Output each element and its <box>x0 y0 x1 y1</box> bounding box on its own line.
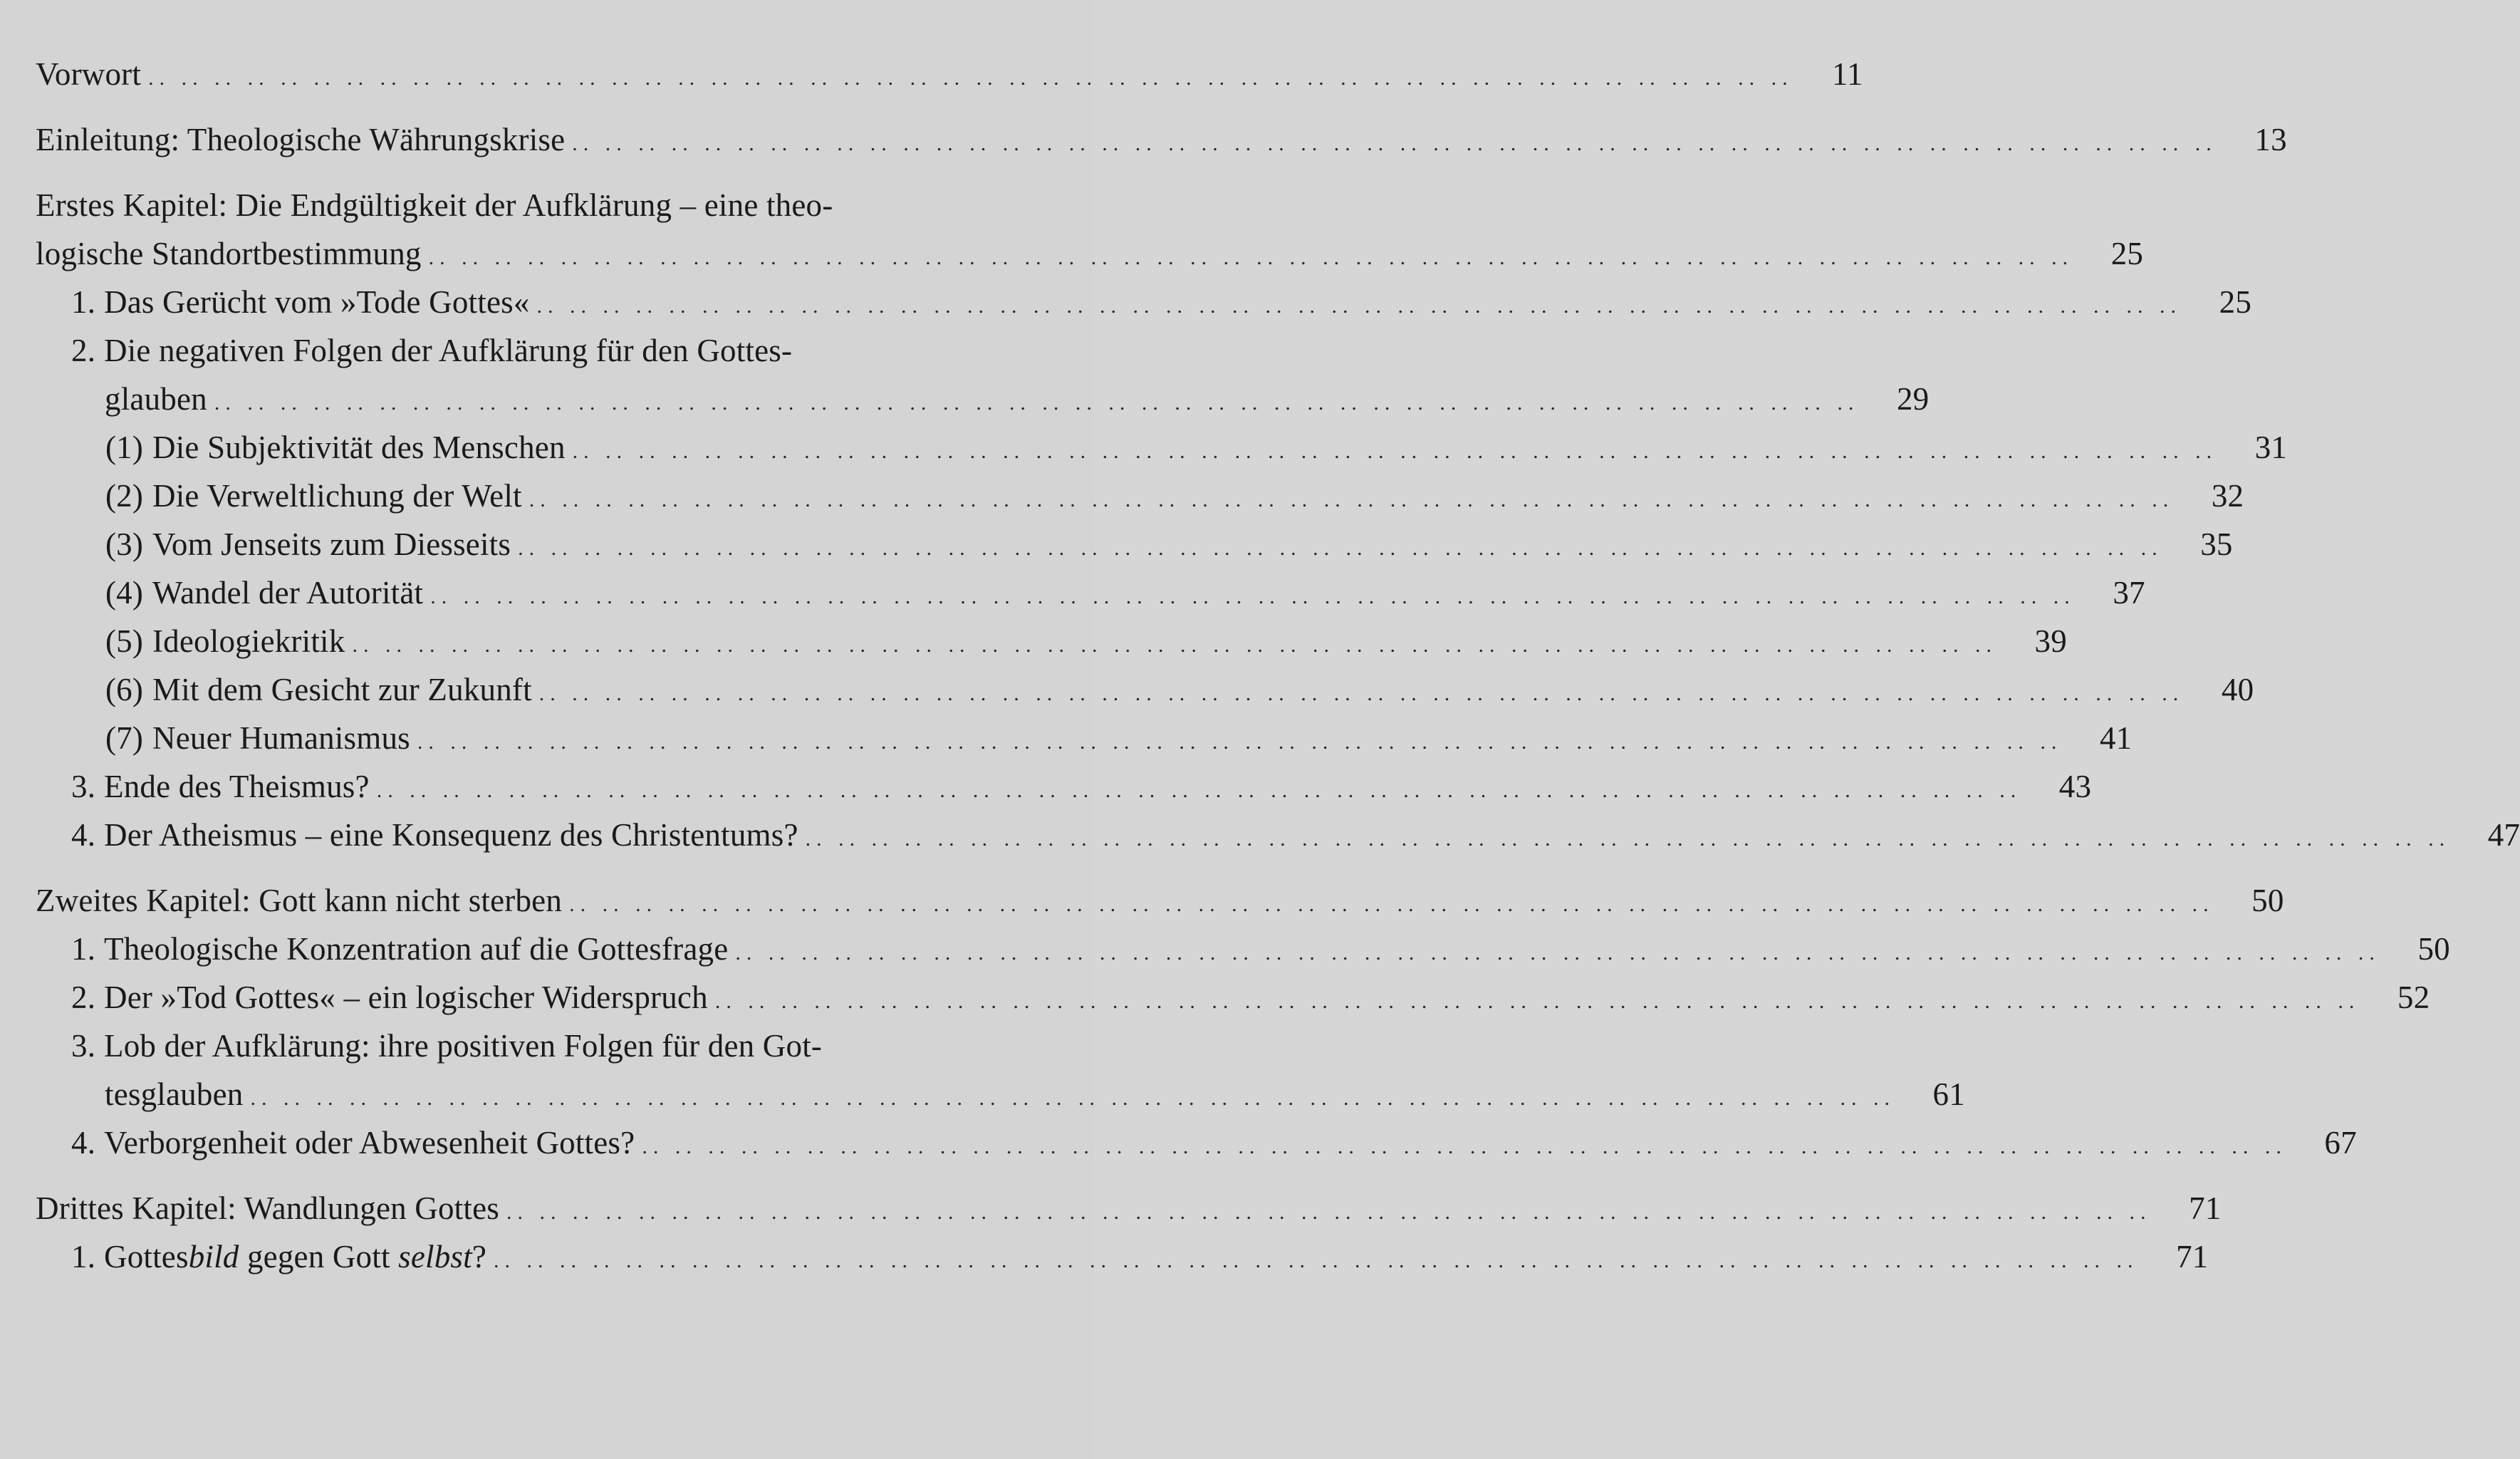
entry-title: Erstes Kapitel: Die Endgültigkeit der Aufklärung – eine theo- <box>36 187 833 223</box>
section-number: 3. <box>71 1028 96 1064</box>
entry-title: Der Atheismus – eine Konsequenz des Christentums? <box>104 817 798 853</box>
section-number: 1. <box>71 284 96 320</box>
page-number: 37 <box>2113 575 2145 611</box>
toc-entry-k1-s2-sub6[interactable] <box>36 665 2254 714</box>
entry-title: Drittes Kapitel: Wandlungen Gottes <box>36 1190 499 1226</box>
toc-entry-k2-s4[interactable] <box>36 1118 2357 1167</box>
page-number: 71 <box>2189 1190 2222 1226</box>
section-number: 2. <box>71 333 96 368</box>
page-number: 35 <box>2200 526 2233 562</box>
toc-entry-k1-s4[interactable] <box>36 811 2520 859</box>
entry-title: Der »Tod Gottes« – ein logischer Widerspruch <box>104 980 708 1015</box>
dot-leader: .. .. .. .. .. .. .. .. .. .. .. .. .. .. .. .. .. .. .. .. .. .. .. .. .. .. .. .. .. .. .. .. .. .. .. .. .. .. .. .. .. .. .. .. .. .. .. .. .. .. <box>352 633 1997 657</box>
dot-leader: .. .. .. .. .. .. .. .. .. .. .. .. .. .. .. .. .. .. .. .. .. .. .. .. .. .. .. .. .. .. .. .. .. .. .. .. .. .. .. .. .. .. .. .. .. .. .. .. .. .. <box>428 246 2074 269</box>
dot-leader: .. .. .. .. .. .. .. .. .. .. .. .. .. .. .. .. .. .. .. .. .. .. .. .. .. .. .. .. .. .. .. .. .. .. .. .. .. .. .. .. .. .. .. .. .. .. .. .. .. .. <box>714 990 2360 1013</box>
entry-title-continued: glauben <box>105 381 207 417</box>
section-number: 3. <box>71 769 96 804</box>
dot-leader: .. .. .. .. .. .. .. .. .. .. .. .. .. .. .. .. .. .. .. .. .. .. .. .. .. .. .. .. .. .. .. .. .. .. .. .. .. .. .. .. .. .. .. .. .. .. .. .. .. .. <box>735 941 2380 965</box>
entry-title: Die Verweltlichung der Welt <box>152 478 522 514</box>
dot-leader: .. .. .. .. .. .. .. .. .. .. .. .. .. .. .. .. .. .. .. .. .. .. .. .. .. .. .. .. .. .. .. .. .. .. .. .. .. .. .. .. .. .. .. .. .. .. .. .. .. .. <box>805 827 2451 851</box>
page-number: 71 <box>2176 1239 2209 1274</box>
subsection-number: (6) <box>105 672 144 707</box>
subsection-number: (2) <box>105 478 144 514</box>
dot-leader: .. .. .. .. .. .. .. .. .. .. .. .. .. .. .. .. .. .. .. .. .. .. .. .. .. .. .. .. .. .. .. .. .. .. .. .. .. .. .. .. .. .. .. .. .. .. .. .. .. .. <box>572 132 2217 155</box>
toc-entry-k1-s3[interactable] <box>36 762 2092 811</box>
subsection-number: (7) <box>105 720 144 756</box>
entry-title: Das Gerücht vom »Tode Gottes« <box>104 284 530 320</box>
section-number: 2. <box>71 980 96 1015</box>
page-number: 31 <box>2254 430 2288 465</box>
dot-leader: .. .. .. .. .. .. .. .. .. .. .. .. .. .. .. .. .. .. .. .. .. .. .. .. .. .. .. .. .. .. .. .. .. .. .. .. .. .. .. .. .. .. .. .. .. .. .. .. .. .. <box>642 1135 2287 1158</box>
section-number: 4. <box>71 817 96 853</box>
entry-title: Theologische Konzentration auf die Gottesfrage <box>104 931 729 967</box>
dot-leader: .. .. .. .. .. .. .. .. .. .. .. .. .. .. .. .. .. .. .. .. .. .. .. .. .. .. .. .. .. .. .. .. .. .. .. .. .. .. .. .. .. .. .. .. .. .. .. .. .. .. <box>572 440 2218 463</box>
toc-entry-vorwort[interactable] <box>36 50 1863 98</box>
section-number: 1. <box>71 1239 96 1274</box>
dot-leader: .. .. .. .. .. .. .. .. .. .. .. .. .. .. .. .. .. .. .. .. .. .. .. .. .. .. .. .. .. .. .. .. .. .. .. .. .. .. .. .. .. .. .. .. .. .. .. .. .. .. <box>148 66 1793 90</box>
entry-title: Zweites Kapitel: Gott kann nicht sterben <box>36 883 563 918</box>
title-italic: selbst <box>398 1239 472 1274</box>
dot-leader: .. .. .. .. .. .. .. .. .. .. .. .. .. .. .. .. .. .. .. .. .. .. .. .. .. .. .. .. .. .. .. .. .. .. .. .. .. .. .. .. .. .. .. .. .. .. .. .. .. .. <box>430 585 2076 608</box>
page-number: 13 <box>2254 122 2287 157</box>
dot-leader: .. .. .. .. .. .. .. .. .. .. .. .. .. .. .. .. .. .. .. .. .. .. .. .. .. .. .. .. .. .. .. .. .. .. .. .. .. .. .. .. .. .. .. .. .. .. .. .. .. .. <box>529 488 2175 512</box>
entry-title: Die negativen Folgen der Aufklärung für den Gottes- <box>104 333 793 368</box>
page-number: 52 <box>2397 980 2430 1015</box>
toc-entry-k1-s2-sub2[interactable] <box>36 472 2244 520</box>
entry-title <box>104 1232 486 1281</box>
toc-entry-k2-s3-line2[interactable] <box>36 1070 1965 1118</box>
toc-entry-k2-s3-line1[interactable] <box>36 1022 1058 1070</box>
entry-title-continued: logische Standortbestimmung <box>36 236 422 271</box>
entry-title: Ideologiekritik <box>152 623 345 659</box>
toc-entry-k1-s2-line1[interactable] <box>36 326 1058 375</box>
page-number: 43 <box>2058 769 2092 804</box>
dot-leader: .. .. .. .. .. .. .. .. .. .. .. .. .. .. .. .. .. .. .. .. .. .. .. .. .. .. .. .. .. .. .. .. .. .. .. .. .. .. .. .. .. .. .. .. .. .. .. .. .. .. <box>569 893 2214 916</box>
toc-entry-kapitel1-line1[interactable] <box>36 181 1058 229</box>
page-number: 50 <box>2417 931 2450 967</box>
toc-entry-kapitel3[interactable] <box>36 1184 2222 1232</box>
entry-title: Neuer Humanismus <box>152 720 410 756</box>
toc-entry-k1-s2-sub4[interactable] <box>36 568 2145 617</box>
toc-entry-k3-s1[interactable] <box>36 1232 2209 1281</box>
subsection-number: (1) <box>105 430 144 465</box>
entry-title: Vom Jenseits zum Diesseits <box>152 526 511 562</box>
entry-title-continued: tesglauben <box>105 1076 244 1112</box>
subsection-number: (4) <box>105 575 144 611</box>
dot-leader: .. .. .. .. .. .. .. .. .. .. .. .. .. .. .. .. .. .. .. .. .. .. .. .. .. .. .. .. .. .. .. .. .. .. .. .. .. .. .. .. .. .. .. .. .. .. .. .. .. .. <box>518 536 2163 560</box>
dot-leader: .. .. .. .. .. .. .. .. .. .. .. .. .. .. .. .. .. .. .. .. .. .. .. .. .. .. .. .. .. .. .. .. .. .. .. .. .. .. .. .. .. .. .. .. .. .. .. .. .. .. <box>214 391 1860 415</box>
entry-title: Einleitung: Theologische Währungskrise <box>36 122 566 157</box>
entry-title: Die Subjektivität des Menschen <box>152 430 566 465</box>
dot-leader: .. .. .. .. .. .. .. .. .. .. .. .. .. .. .. .. .. .. .. .. .. .. .. .. .. .. .. .. .. .. .. .. .. .. .. .. .. .. .. .. .. .. .. .. .. .. .. .. .. .. <box>250 1086 1895 1110</box>
dot-leader: .. .. .. .. .. .. .. .. .. .. .. .. .. .. .. .. .. .. .. .. .. .. .. .. .. .. .. .. .. .. .. .. .. .. .. .. .. .. .. .. .. .. .. .. .. .. .. .. .. .. <box>376 779 2022 802</box>
page-number: 29 <box>1896 381 1930 417</box>
entry-title: Lob der Aufklärung: ihre positiven Folgen für den Got- <box>104 1028 823 1064</box>
toc-entry-k1-s2-sub5[interactable] <box>36 617 2067 665</box>
page-number: 41 <box>2099 720 2133 756</box>
subsection-number: (3) <box>105 526 144 562</box>
section-number: 1. <box>71 931 96 967</box>
page-number: 47 <box>2487 817 2520 853</box>
section-number: 4. <box>71 1125 96 1161</box>
entry-title: Mit dem Gesicht zur Zukunft <box>152 672 532 707</box>
toc-entry-k1-s1[interactable] <box>36 278 2252 326</box>
toc-entry-k2-s2[interactable] <box>36 973 2430 1022</box>
subsection-number: (5) <box>105 623 144 659</box>
dot-leader: .. .. .. .. .. .. .. .. .. .. .. .. .. .. .. .. .. .. .. .. .. .. .. .. .. .. .. .. .. .. .. .. .. .. .. .. .. .. .. .. .. .. .. .. .. .. .. .. .. .. <box>417 730 2063 754</box>
toc-entry-kapitel1-line2[interactable] <box>36 229 2144 278</box>
title-part: gegen Gott <box>239 1239 399 1274</box>
table-of-contents <box>36 50 2520 1281</box>
entry-title: Ende des Theismus? <box>104 769 370 804</box>
title-part: Gottes <box>104 1239 189 1274</box>
dot-leader: .. .. .. .. .. .. .. .. .. .. .. .. .. .. .. .. .. .. .. .. .. .. .. .. .. .. .. .. .. .. .. .. .. .. .. .. .. .. .. .. .. .. .. .. .. .. .. .. .. .. <box>506 1200 2152 1224</box>
toc-entry-kapitel2[interactable] <box>36 876 2284 925</box>
page-number: 25 <box>2110 236 2144 271</box>
page-number: 67 <box>2324 1125 2357 1161</box>
dot-leader: .. .. .. .. .. .. .. .. .. .. .. .. .. .. .. .. .. .. .. .. .. .. .. .. .. .. .. .. .. .. .. .. .. .. .. .. .. .. .. .. .. .. .. .. .. .. .. .. .. .. <box>536 294 2182 318</box>
page-number: 39 <box>2034 623 2067 659</box>
dot-leader: .. .. .. .. .. .. .. .. .. .. .. .. .. .. .. .. .. .. .. .. .. .. .. .. .. .. .. .. .. .. .. .. .. .. .. .. .. .. .. .. .. .. .. .. .. .. .. .. .. .. <box>494 1249 2139 1272</box>
page-number: 25 <box>2219 284 2252 320</box>
toc-entry-k1-s2-sub1[interactable] <box>36 423 2288 472</box>
page-number: 32 <box>2211 478 2244 514</box>
entry-title: Vorwort <box>36 56 142 92</box>
toc-entry-einleitung[interactable] <box>36 115 2287 164</box>
toc-entry-k2-s1[interactable] <box>36 925 2450 973</box>
title-part: ? <box>472 1239 487 1274</box>
page-number: 40 <box>2221 672 2254 707</box>
page-number: 61 <box>1932 1076 1965 1112</box>
dot-leader: .. .. .. .. .. .. .. .. .. .. .. .. .. .. .. .. .. .. .. .. .. .. .. .. .. .. .. .. .. .. .. .. .. .. .. .. .. .. .. .. .. .. .. .. .. .. .. .. .. .. <box>538 682 2185 705</box>
entry-title: Verborgenheit oder Abwesenheit Gottes? <box>104 1125 635 1161</box>
toc-entry-k1-s2-sub3[interactable] <box>36 520 2233 568</box>
entry-title: Wandel der Autorität <box>152 575 424 611</box>
toc-entry-k1-s2-line2[interactable] <box>36 375 1930 423</box>
toc-entry-k1-s2-sub7[interactable] <box>36 714 2133 762</box>
page-number: 11 <box>1831 56 1863 92</box>
title-italic: bild <box>188 1239 239 1274</box>
page-number: 50 <box>2251 883 2284 918</box>
